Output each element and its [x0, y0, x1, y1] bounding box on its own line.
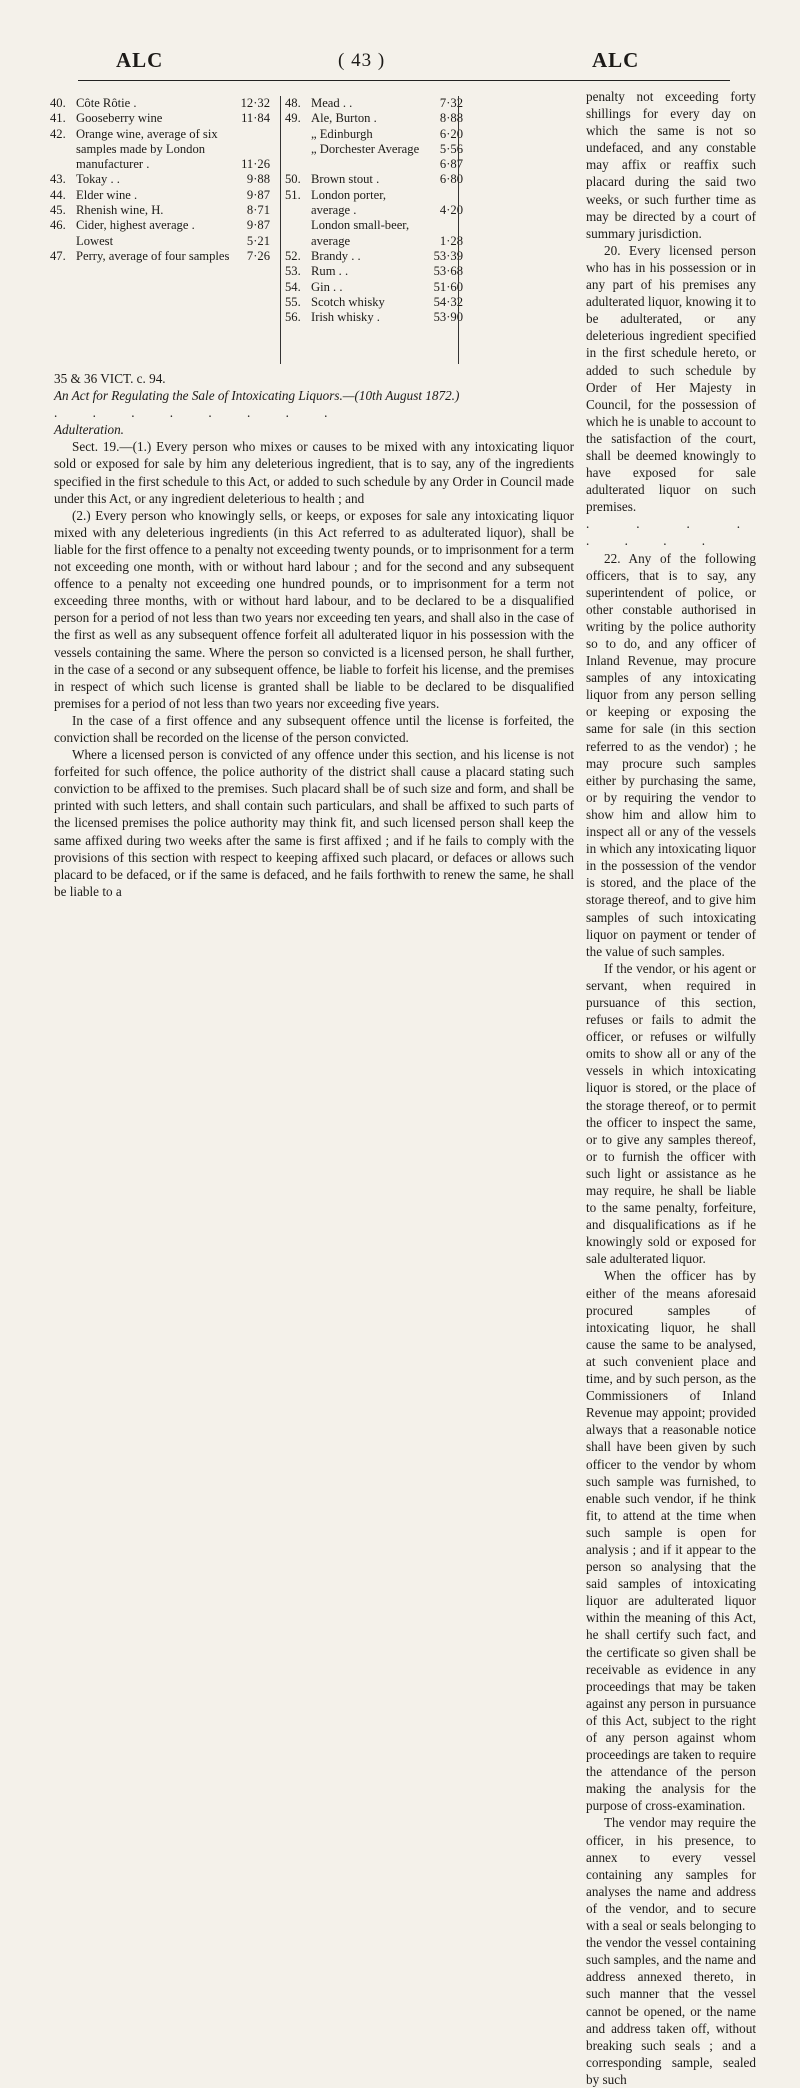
- page-number: ( 43 ): [338, 50, 386, 71]
- paragraph: When the officer has by either of the means aforesaid procured samples of intoxicating liquor, he shall cause the same to be analysed, at such convenient place and time, and by such person, as the Commissioners of Inland Revenue may appoint; provided always that a reasonable notice shall have been given by such officer to the vendor by whom such sample was furnished, to enable such vendor, if he think fit, to attend at the time when such sample is open for analysis ; and if it appear to the person so analysing that the said samples of intoxicating liquor are adulterated liquor within the meaning of this Act, he shall certify such fact, and the certificate so given shall be receivable as evidence in any proceedings that may be taken against any person in pursuance of this Act, subject to the right of any person against whom proceedings are taken to require the attendance of the person making the analysis for the purpose of cross-examination.: [586, 1268, 756, 1814]
- row-number: [50, 234, 76, 249]
- table-row: [285, 127, 463, 142]
- row-name: Tokay . .: [76, 172, 120, 187]
- row-name: Cider, highest average .: [76, 218, 195, 233]
- table-row: [50, 234, 270, 249]
- row-value: 1·28: [439, 233, 463, 248]
- row-value: 53·68: [433, 264, 463, 279]
- row-number: 53.: [285, 264, 301, 279]
- row-value: 51·60: [433, 279, 463, 294]
- table-row: [50, 188, 270, 203]
- alcohol-table-left-column: [50, 96, 270, 264]
- row-name: Elder wine .: [76, 187, 138, 202]
- row-value: 53·90: [433, 310, 463, 325]
- row-name: Orange wine, average of six samples made by London manufacturer .: [76, 126, 218, 172]
- paragraph: 20. Every licensed person who has in his possession or in any part of his premises any adulterated liquor, knowing it to be adulterated, or any deleterious ingredient specified in the first schedule hereto, or added to such schedule by Order of Her Majesty in Council, for the possession of which he is unable to account to the satisfaction of the court, shall be deemed knowingly to have exposed for sale adulterated liquor on such premises.: [586, 242, 756, 515]
- table-row: [285, 218, 463, 249]
- paragraph: Where a licensed person is convicted of any offence under this section, and his license is not forfeited for such offence, the police authority of the district shall cause a placard stating such conviction to be affixed to the premises. Such placard shall be of such size and form, and shall be printed with such letters, and shall contain such particulars, and shall be affixed to such parts of the licensed premises the police authority may think fit, and such licensed person shall keep the same affixed during two weeks after the same is first affixed ; and if he fails to comply with the provisions of this section with respect to keeping affixed such placard, or defaces or allows such placard to be defaced, or if the same is defaced, and he fails forthwith to renew the same, he shall be liable to a: [54, 747, 574, 899]
- row-name: Gin . .: [311, 279, 343, 294]
- row-number: 49.: [285, 111, 301, 126]
- row-value: 12·32: [240, 96, 270, 110]
- row-value: 11·26: [241, 157, 270, 172]
- running-head-right: ALC: [592, 48, 640, 72]
- running-head-left: ALC: [116, 48, 164, 72]
- row-number: [285, 127, 311, 142]
- row-value: 6·87: [439, 157, 463, 172]
- row-number: 44.: [50, 187, 66, 202]
- row-value: 8·88: [439, 111, 463, 126]
- row-value: 5·21: [246, 233, 270, 248]
- alcohol-table-right-column: [280, 96, 463, 364]
- table-row: [285, 111, 463, 126]
- ellipsis-dots: . . . . . . . .: [586, 516, 756, 549]
- table-row: [50, 249, 270, 264]
- table-row: [50, 172, 270, 187]
- row-value: 6·80: [439, 172, 463, 187]
- row-value: 9·87: [246, 187, 270, 202]
- table-row: [285, 249, 463, 264]
- row-value: 8·71: [246, 203, 270, 218]
- table-row: [50, 96, 270, 111]
- paragraph: The vendor may require the officer, in his presence, to annex to every vessel containing any samples for analyses the name and address of the vendor, and to secure with a seal or seals belonging to the vendor the vessel containing such samples, and the name and address annexed thereto, in such manner that the vessel cannot be opened, or the name and address taken off, without breaking such seals ; and a corresponding sample, sealed by such: [586, 1815, 756, 2087]
- row-number: 45.: [50, 203, 66, 218]
- table-row: [50, 218, 270, 233]
- row-value: 4·20: [439, 203, 463, 218]
- row-value: 7·26: [246, 248, 270, 263]
- table-row: [285, 96, 463, 111]
- row-value: 9·87: [246, 218, 270, 233]
- row-number: 42.: [50, 126, 66, 141]
- row-name: Rhenish wine, H.: [76, 203, 164, 218]
- row-name: Mead . .: [311, 96, 353, 110]
- row-value: 11·84: [241, 111, 270, 126]
- table-row: [285, 280, 463, 295]
- row-name: „ Edinburgh: [311, 126, 373, 141]
- table-row: [285, 310, 463, 325]
- table-row: [50, 203, 270, 218]
- row-number: [285, 157, 311, 172]
- row-number: 48.: [285, 96, 301, 110]
- row-name: London porter, average .: [311, 187, 387, 218]
- row-name: Scotch whisky: [311, 294, 385, 309]
- row-name: Irish whisky .: [311, 310, 380, 325]
- act-subtitle: An Act for Regulating the Sale of Intoxicating Liquors.—(10th August 1872.): [54, 388, 460, 404]
- left-column: [54, 370, 574, 900]
- table-row: [285, 142, 463, 157]
- table-row: [285, 188, 463, 219]
- row-name: Côte Rôtie .: [76, 96, 137, 110]
- row-value: 53·39: [433, 248, 463, 263]
- row-number: 52.: [285, 248, 301, 263]
- row-number: 50.: [285, 172, 301, 187]
- paragraph: penalty not exceeding forty shillings for every day on which the same is not so undefaced, and any constable may affix or reaffix such placard during the said two weeks, or such further time as may be directed by a court of summary jurisdiction.: [586, 89, 756, 241]
- row-number: 54.: [285, 279, 301, 294]
- row-number: 41.: [50, 111, 66, 126]
- row-name: Perry, average of four samples: [76, 248, 230, 263]
- table-row: [50, 111, 270, 126]
- paragraph: In the case of a first offence and any subsequent offence until the license is forfeited, the conviction shall be recorded on the license of the person convicted.: [54, 712, 574, 745]
- table-row: [285, 264, 463, 279]
- row-number: [285, 142, 311, 157]
- row-value: 54·32: [433, 294, 463, 309]
- row-name: Rum . .: [311, 264, 349, 279]
- row-number: 43.: [50, 172, 66, 187]
- table-row: [285, 295, 463, 310]
- paragraph: If the vendor, or his agent or servant, when required in pursuance of this section, refuses or fails to admit the officer, or refuses or wilfully omits to show all or any of the vessels in which intoxicating liquor is stored, or the place of the storage thereof, or to permit the officer to inspect the same, or to give any samples thereof, or to furnish the officer with such light or assistance as he may require, he shall be liable to the same penalty, forfeiture, and disqualifications as if he knowingly sold or exposed for sale adulterated liquor.: [586, 960, 756, 1267]
- table-row: [50, 127, 270, 173]
- row-name: „ Dorchester Average: [311, 141, 420, 156]
- alcohol-table-divider: [458, 96, 460, 364]
- table-row: [285, 172, 463, 187]
- table-row: [285, 157, 463, 172]
- row-name: Brown stout .: [311, 172, 380, 187]
- row-number: 51.: [285, 187, 301, 202]
- row-number: 55.: [285, 294, 301, 309]
- row-number: 40.: [50, 96, 66, 110]
- row-name: Ale, Burton .: [311, 111, 377, 126]
- row-value: 7·32: [439, 96, 463, 110]
- header-rule: [78, 80, 730, 81]
- row-name: Lowest: [76, 233, 114, 248]
- right-column: [586, 88, 756, 2088]
- row-number: 47.: [50, 248, 66, 263]
- page-header: [64, 48, 680, 78]
- row-number: 56.: [285, 310, 301, 325]
- ellipsis-dots: . . . . . . . .: [54, 405, 344, 421]
- row-name: Gooseberry wine: [76, 111, 163, 126]
- row-number: [285, 218, 311, 249]
- row-name: London small-beer, average: [311, 218, 410, 248]
- row-value: 6·20: [439, 126, 463, 141]
- section-heading: Adulteration.: [54, 422, 124, 438]
- row-value: 9·88: [246, 172, 270, 187]
- row-name: Brandy . .: [311, 248, 361, 263]
- paragraph: Sect. 19.—(1.) Every person who mixes or causes to be mixed with any intoxicating liquor sold or exposed for sale by him any deleterious ingredient, that is to say, any of the ingredients specified in the first schedule to this Act, or added to such schedule by any Order in Council made under this Act, or any ingredient deleterious to health ; and: [54, 439, 574, 506]
- row-name: [311, 157, 423, 172]
- act-title: 35 & 36 VICT. c. 94.: [54, 371, 166, 386]
- paragraph: 22. Any of the following officers, that is to say, any superintendent of police, or other constable authorised in writing by the police authority so to do, and any officer of Inland Revenue, may procure samples of any intoxicating liquor from any person selling or keeping or exposing the same for sale (in this section referred to as the vendor) ; he may procure such samples either by purchasing the same, or by requiring the vendor to show him and allow him to inspect all or any of the vessels in which any intoxicating liquor in the possession of the vendor is stored, and the place of the storage thereof, and to give him samples of such intoxicating liquor on payment or tender of the value of such samples.: [586, 550, 756, 959]
- row-number: 46.: [50, 218, 66, 233]
- paragraph: (2.) Every person who knowingly sells, or keeps, or exposes for sale any intoxicating liquor mixed with any deleterious ingredients (in this Act referred to as adulterated liquor), shall be liable for the first offence to a penalty not exceeding twenty pounds, or to imprisonment for a term not exceeding one month, with or without hard labour ; and for the second and any subsequent offence to a penalty not exceeding one hundred pounds, or to imprisonment for a term not exceeding three months, with or without hard labour, and to be declared to be a disqualified person for a period of not less than two years nor exceeding ten years, and shall also in the case of the first as well as any subsequent offence forfeit all adulterated liquor in his possession with the vessels containing the same. Where the person so convicted is a licensed person, he shall further, in the case of a second or any subsequent offence, be liable to forfeit his license, and the premises in respect of which such license is granted shall be liable to be declared to be disqualified premises for a period of not less than two years nor exceeding five years.: [54, 507, 574, 711]
- row-value: 5·56: [439, 141, 463, 156]
